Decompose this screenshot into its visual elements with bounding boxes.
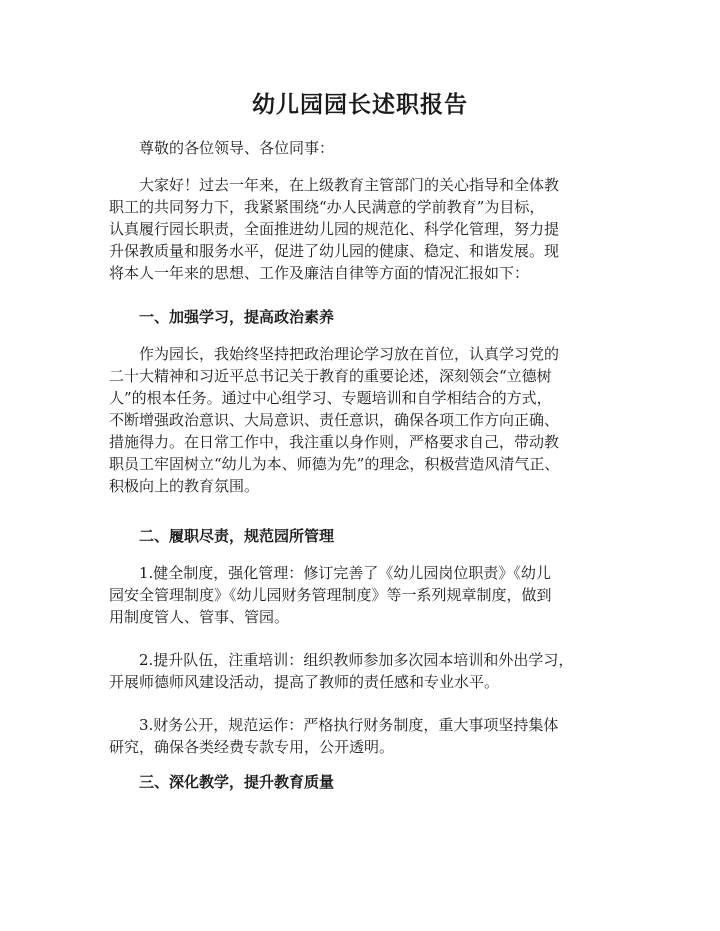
paragraph-line: 职员工牢固树立“幼儿为本、师德为先”的理念，积极营造风清气正、 bbox=[109, 455, 560, 473]
paragraph-line: 措施得力。在日常工作中，我注重以身作则，严格要求自己，带动教 bbox=[109, 433, 560, 451]
section-heading: 二、履职尽责，规范园所管理 bbox=[139, 527, 335, 545]
intro-line: 认真履行园长职责，全面推进幼儿园的规范化、科学化管理，努力提 bbox=[109, 220, 560, 238]
document-title: 幼儿园园长述职报告 bbox=[252, 91, 468, 118]
salutation: 尊敬的各位领导、各位同事： bbox=[139, 139, 335, 157]
intro-line: 升保教质量和服务水平，促进了幼儿园的健康、稳定、和谐发展。现 bbox=[109, 242, 560, 260]
section-heading: 三、深化教学，提升教育质量 bbox=[139, 773, 335, 791]
paragraph-line: 不断增强政治意识、大局意识、责任意识，确保各项工作方向正确、 bbox=[109, 411, 560, 429]
list-item-line: 用制度管人、管事、管园。 bbox=[109, 608, 290, 626]
list-item-line: 3.财务公开，规范运作：严格执行财务制度，重大事项坚持集体 bbox=[139, 716, 559, 734]
intro-line: 大家好！过去一年来，在上级教育主管部门的关心指导和全体教 bbox=[139, 176, 560, 194]
intro-line: 职工的共同努力下，我紧紧围绕“办人民满意的学前教育”为目标， bbox=[109, 198, 545, 216]
intro-line: 将本人一年来的思想、工作及廉洁自律等方面的情况汇报如下： bbox=[109, 264, 530, 282]
paragraph-line: 作为园长，我始终坚持把政治理论学习放在首位，认真学习党的 bbox=[139, 345, 560, 363]
list-item-line: 1.健全制度，强化管理：修订完善了《幼儿园岗位职责》《幼儿 bbox=[139, 564, 551, 582]
paragraph-line: 二十大精神和习近平总书记关于教育的重要论述，深刻领会“立德树 bbox=[109, 367, 552, 385]
paragraph-line: 人”的根本任务。通过中心组学习、专题培训和自学相结合的方式， bbox=[109, 389, 552, 407]
list-item-line: 2.提升队伍，注重培训：组织教师参加多次园本培训和外出学习， bbox=[139, 651, 574, 669]
list-item-line: 研究，确保各类经费专款专用，公开透明。 bbox=[109, 738, 395, 756]
section-heading: 一、加强学习，提高政治素养 bbox=[139, 308, 335, 326]
list-item-line: 开展师德师风建设活动，提高了教师的责任感和专业水平。 bbox=[109, 673, 500, 691]
list-item-line: 园安全管理制度》《幼儿园财务管理制度》等一系列规章制度，做到 bbox=[109, 586, 552, 604]
paragraph-line: 积极向上的教育氛围。 bbox=[109, 477, 260, 495]
